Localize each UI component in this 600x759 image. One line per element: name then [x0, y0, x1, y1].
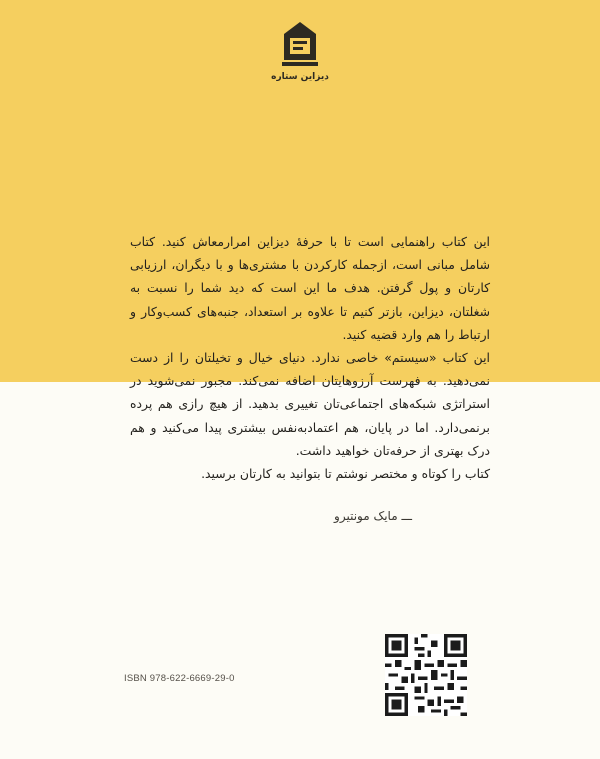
- publisher-logo-icon: [278, 18, 322, 68]
- publisher-logo-text: دیزاین ستاره: [271, 72, 329, 82]
- back-cover-blurb: [130, 230, 490, 485]
- isbn-number: ISBN 978-622-6669-29-0: [124, 673, 235, 684]
- qr-code-icon: [385, 634, 467, 716]
- blurb-paragraph: این کتاب «سیستم» خاصی ندارد. دنیای خیال و تخیلتان را از دست نمی‌دهید. به فهرست آرزوهایتان اضافه نمی‌کند. مجبور نمی‌شوید در استراتژی شبکه‌های اجتماعی‌تان تغییری بدهید. از هیچ رازی هم پرده برنمی‌دارد. اما در پایان، هم اعتمادبه‌نفس بیشتری پیدا می‌کنید و هم درک بهتری از حرفه‌تان خواهید داشت.: [130, 350, 490, 458]
- publisher-logo: [270, 18, 330, 98]
- blurb-paragraph: این کتاب راهنمایی است تا با حرفهٔ دیزاین امرارمعاش کنید. کتاب شامل مبانی است، ازجمله کارکردن با مشتری‌ها و با دیگران، ارزیابی کارتان و پول گرفتن. هدف ما این است که دید شما را نسبت به شغلتان، دیزاین، بازتر کنیم تا علاوه بر استعداد، جنبه‌های کسب‌وکار و ارتباط را هم وارد قضیه کنید.: [130, 234, 490, 342]
- author-signature: ـــ مایک مونتیرو: [334, 509, 412, 523]
- blurb-paragraph: کتاب را کوتاه و مختصر نوشتم تا بتوانید به کارتان برسید.: [201, 466, 490, 482]
